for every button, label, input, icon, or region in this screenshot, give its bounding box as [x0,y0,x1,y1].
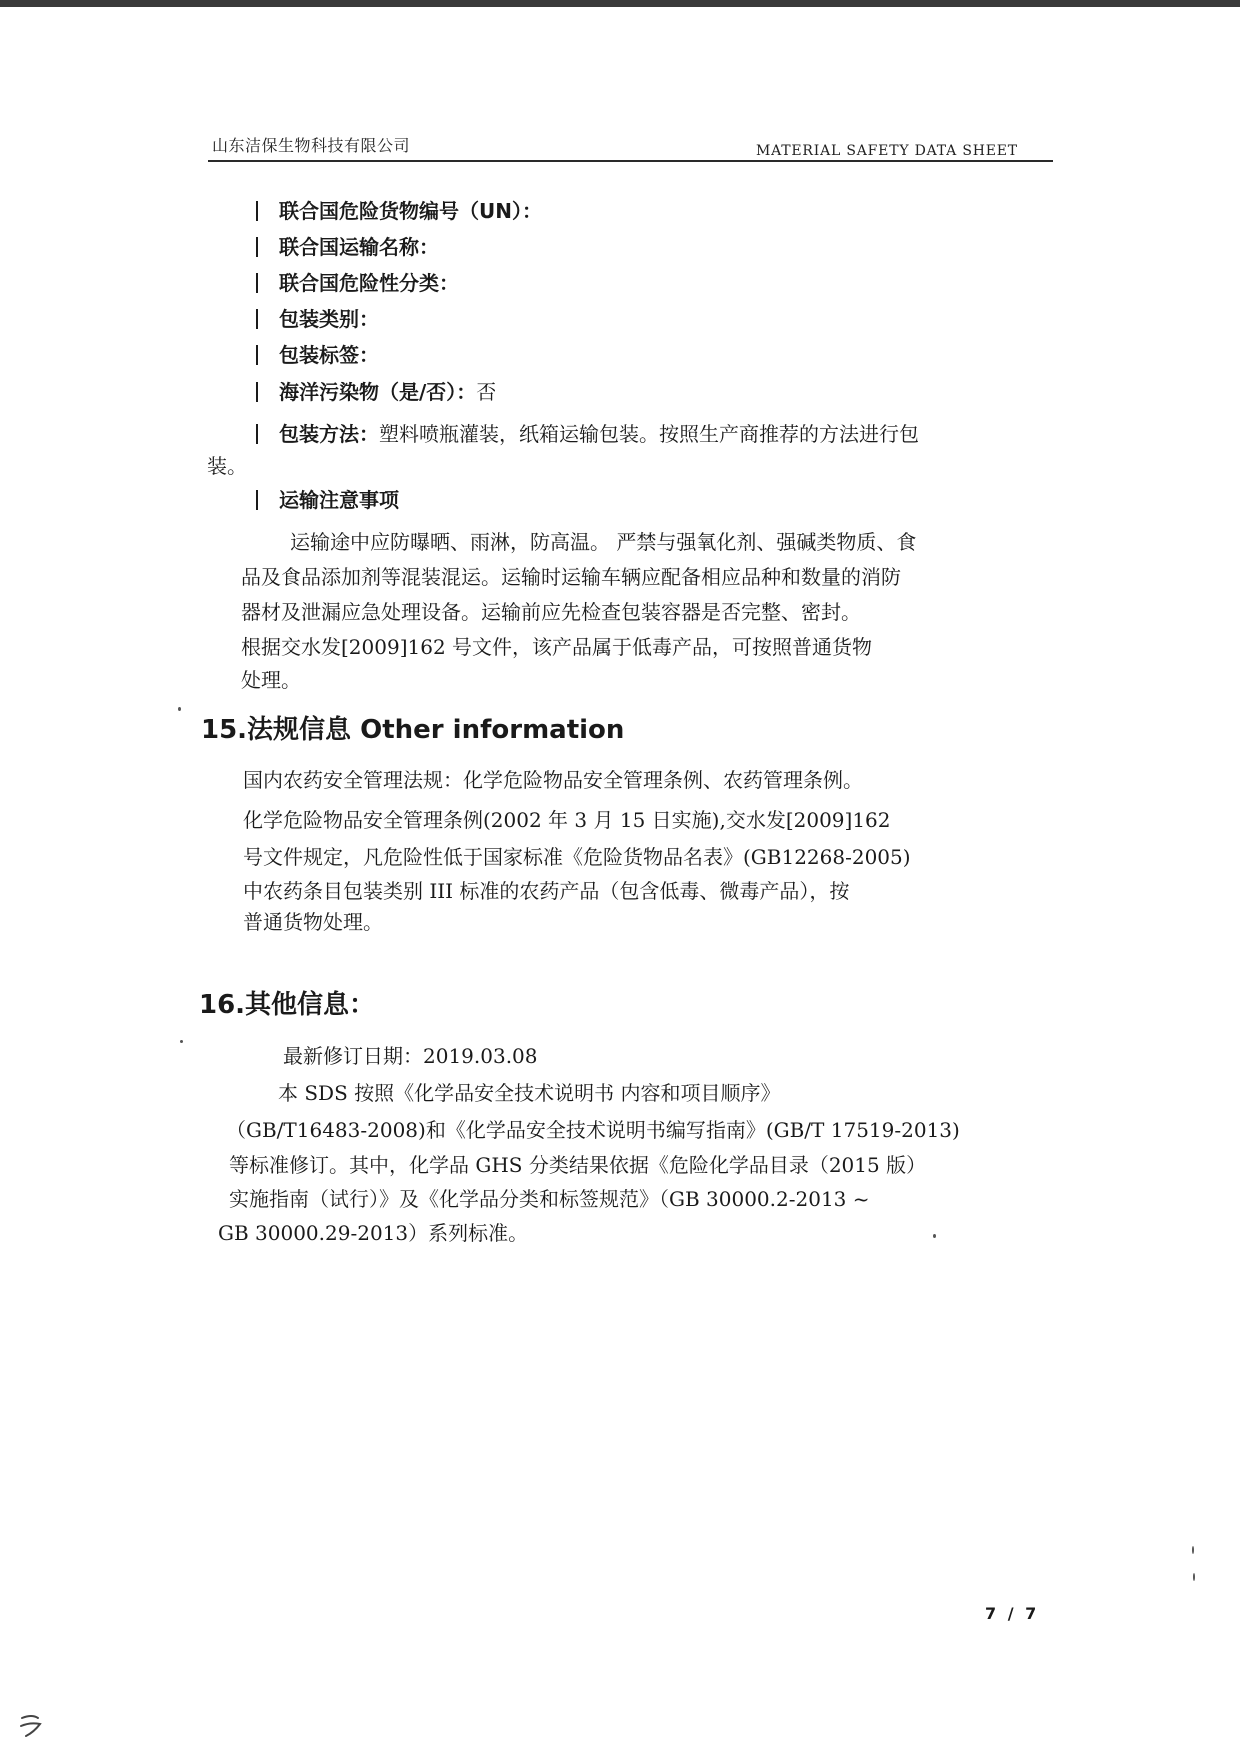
transport-item-label: 联合国运输名称： [278,235,439,259]
transport-item-un-name [256,232,439,262]
scan-speck [180,1040,183,1043]
scan-speck [178,707,181,711]
transport-notes-line: 根据交水发[2009]162 号文件，该产品属于低毒产品，可按照普通货物 [241,635,873,659]
packing-method-text: 塑料喷瓶灌装，纸箱运输包装。按照生产商推荐的方法进行包 [378,422,919,446]
transport-notes-line: 品及食品添加剂等混装混运。运输时运输车辆应配备相应品种和数量的消防 [241,565,901,589]
section-16-heading: 16.其他信息： [199,990,376,1020]
packing-method-continued: 装。 [207,454,247,478]
transport-item-marine-pollutant [256,377,496,407]
header-doc-title: MATERIAL SAFETY DATA SHEET [756,143,1018,159]
section-15-line: 化学危险物品安全管理条例(2002 年 3 月 15 日实施),交水发[2009]162 [243,808,891,832]
header-company: 山东洁保生物科技有限公司 [212,136,411,155]
transport-item-packing-method [256,419,919,449]
transport-item-value: 否 [476,380,497,404]
transport-notes-title [256,485,399,515]
page-number: 7 / 7 [985,1604,1040,1623]
scan-edge [0,0,1240,7]
revision-date: 最新修订日期：2019.03.08 [283,1044,538,1068]
section-15-heading: 15.法规信息 Other information [201,715,625,745]
section-16-line: 等标准修订。其中，化学品 GHS 分类结果依据《危险化学品目录（2015 版） [229,1153,927,1177]
section-16-line: 本 SDS 按照《化学品安全技术说明书 内容和项目顺序》 [278,1081,781,1105]
transport-notes-line: 器材及泄漏应急处理设备。运输前应先检查包装容器是否完整、密封。 [241,600,861,624]
transport-item-un-number [256,196,542,226]
section-15-line: 国内农药安全管理法规：化学危险物品安全管理条例、农药管理条例。 [243,768,863,792]
transport-item-hazard-class [256,268,459,298]
transport-item-label: 联合国危险货物编号（UN）： [278,199,542,223]
section-16-line: （GB/T16483-2008)和《化学品安全技术说明书编写指南》(GB/T 17519-2013) [226,1118,960,1142]
transport-item-packing-label [256,340,379,370]
transport-notes-title-text: 运输注意事项 [278,488,399,512]
scan-speck [1192,1546,1194,1554]
transport-item-packing-group [256,304,379,334]
transport-notes-line: 处理。 [241,668,301,692]
section-15-line: 中农药条目包装类别 III 标准的农药产品（包含低毒、微毒产品），按 [243,879,850,903]
transport-item-label: 海洋污染物（是/否）： [278,380,477,404]
scan-speck [933,1234,936,1238]
section-15-line: 号文件规定，凡危险性低于国家标准《危险货物品名表》(GB12268-2005) [243,845,911,869]
transport-item-label: 包装类别： [278,307,379,331]
section-16-line: GB 30000.29-2013）系列标准。 [218,1221,529,1245]
handwritten-mark [18,1712,48,1738]
transport-item-label: 包装标签： [278,343,379,367]
header-rule [208,160,1053,162]
transport-item-label: 联合国危险性分类： [278,271,459,295]
section-15-line: 普通货物处理。 [243,910,383,934]
transport-item-label: 包装方法： [278,422,379,446]
section-16-line: 实施指南（试行）》及《化学品分类和标签规范》（GB 30000.2-2013 ~ [229,1187,870,1211]
scan-speck [1193,1573,1195,1581]
transport-notes-line: 运输途中应防曝晒、雨淋，防高温。 严禁与强氧化剂、强碱类物质、食 [290,530,917,554]
